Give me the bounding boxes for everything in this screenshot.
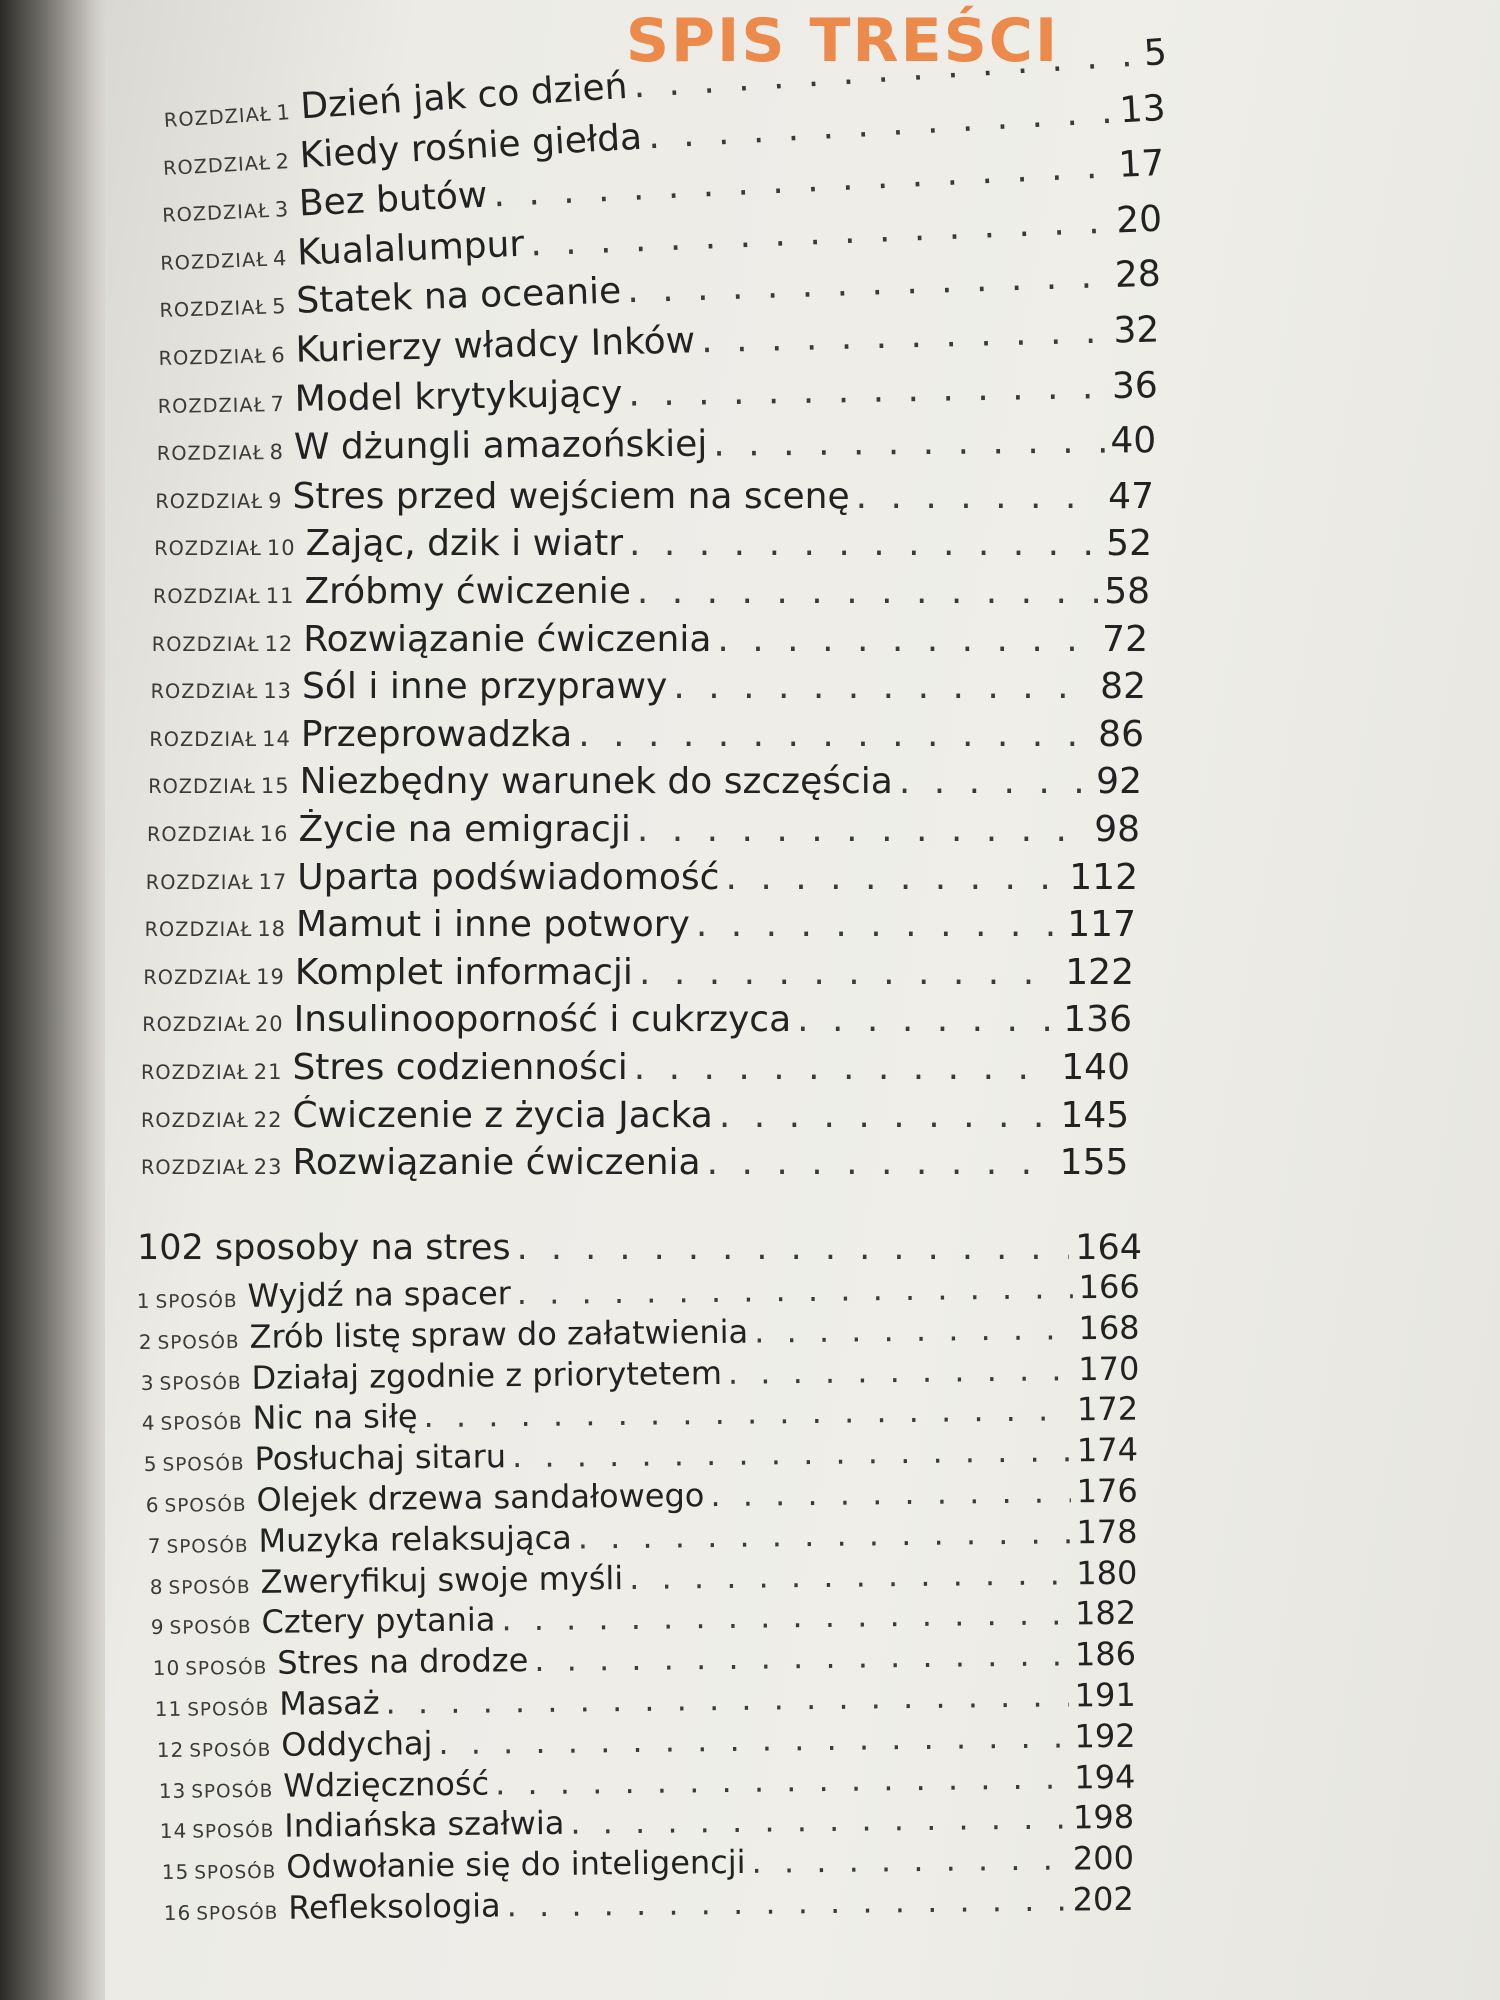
page-number: 92 [1096,761,1142,803]
toc-chapter-row [149,714,1144,755]
method-label [164,1900,279,1925]
entry-title: Ćwiczenie z życia Jacka [292,1094,713,1136]
entry-title: Kualalumpur [296,223,526,274]
chapter-label [143,965,284,989]
method-number: 2 [138,1329,153,1354]
toc-method-row [155,1676,1136,1724]
chapter-number: 17 [258,869,288,894]
dot-leader [424,1391,1072,1436]
page-number: 52 [1106,523,1152,565]
entry-title: Refleksologia [288,1886,501,1927]
toc-section-row [137,1228,1142,1268]
dot-leader [701,311,1108,362]
chapter-label [149,727,290,751]
dot-leader [629,1554,1070,1597]
page-number: 98 [1094,809,1140,850]
method-label [151,1614,252,1639]
entry-title: Sól i inne przyprawy [302,666,668,708]
page-number: 140 [1061,1047,1130,1088]
table-of-contents [105,0,1500,2000]
entry-title: Posłuchaj sitaru [254,1437,507,1479]
chapter-number: 10 [266,536,296,561]
entry-title: Działaj zgodnie z priorytetem [250,1353,722,1397]
entry-title: Rozwiązanie ćwiczenia [292,1142,701,1184]
entry-title: Niezbędny warunek do szczęścia [299,761,893,803]
dot-leader [534,1636,1069,1680]
chapter-number: 23 [253,1155,283,1180]
method-suffix: SPOSÓB [187,1698,270,1721]
chapter-number: 11 [265,584,295,608]
dot-leader [713,421,1104,465]
page-number: 182 [1075,1594,1137,1633]
page-number: 122 [1065,951,1134,993]
toc-chapter-row [148,761,1142,802]
method-suffix: SPOSÓB [194,1861,277,1884]
chapter-label [146,870,287,894]
entry-title: Stres na drodze [277,1641,529,1682]
chapter-number: 2 [274,148,291,174]
page-number: 194 [1073,1757,1136,1797]
page-number: 191 [1074,1675,1136,1715]
dot-leader [628,366,1106,414]
entry-title: Kurierzy władcy Inków [295,320,696,371]
chapter-prefix: ROZDZIAŁ [145,870,254,894]
chapter-label [159,294,287,322]
chapter-number: 20 [254,1012,284,1037]
entry-title: Olejek drzewa sandałowego [256,1476,705,1519]
dot-leader [577,1513,1070,1556]
method-label [153,1655,268,1680]
page-number: 28 [1114,253,1162,297]
page-number: 202 [1072,1879,1134,1919]
chapter-prefix: ROZDZIAŁ [141,1108,249,1132]
page-number: 192 [1074,1716,1136,1756]
dot-leader [512,1431,1071,1475]
chapter-label [147,822,288,846]
chapter-number: 1 [275,100,292,125]
dot-leader [754,1309,1073,1350]
toc-chapter-row [145,904,1136,945]
dot-leader [639,952,1059,993]
toc-method-row [162,1839,1135,1887]
chapter-prefix: ROZDZIAŁ [154,537,262,561]
page-number: 172 [1077,1389,1139,1429]
chapter-prefix: ROZDZIAŁ [141,1156,249,1180]
toc-chapter-row [141,1047,1130,1088]
method-number: 14 [160,1819,188,1844]
page-number: 198 [1073,1798,1135,1837]
dot-leader [710,1472,1071,1514]
method-number: 4 [142,1411,157,1436]
chapter-label [157,392,284,418]
chapter-label [141,1060,282,1084]
method-suffix: SPOSÓB [164,1494,247,1517]
page-number: 82 [1100,666,1146,708]
entry-title: Przeprowadzka [300,713,573,755]
toc-chapter-row [156,420,1156,469]
dot-leader [494,1758,1068,1802]
entry-title: Zrób listę spraw do załatwienia [249,1312,749,1356]
page-number: 32 [1112,309,1160,352]
entry-title: Dzień jak co dzień [299,65,629,128]
entry-title: Insulinooporność i cukrzyca [293,999,792,1041]
chapter-number: 3 [273,197,290,222]
page-number: 155 [1059,1142,1129,1184]
toc-method-row [144,1431,1139,1479]
page-number: 112 [1069,856,1138,898]
method-label [140,1370,241,1395]
method-label [157,1737,272,1762]
method-number: 11 [154,1696,183,1722]
chapter-number: 7 [270,391,285,416]
chapter-prefix: ROZDZIAŁ [160,247,269,275]
page-number: 164 [1075,1228,1142,1268]
dot-leader [637,571,1098,612]
toc-method-row [156,1717,1135,1765]
method-number: 10 [152,1655,181,1681]
chapter-label [141,1108,282,1132]
page-number: 174 [1076,1430,1139,1470]
chapter-number: 8 [269,440,284,465]
method-suffix: SPOSÓB [168,1576,251,1599]
toc-method-row [142,1390,1139,1438]
dot-leader [571,1799,1068,1842]
method-label [146,1492,247,1517]
dot-leader [752,1840,1068,1881]
dot-leader [634,1047,1056,1088]
toc-method-row [146,1472,1138,1520]
dot-leader [502,1595,1070,1639]
chapter-number: 4 [272,245,289,271]
page-number: 36 [1111,364,1158,407]
dot-leader [719,1095,1055,1136]
entry-title: W dżungli amazońskiej [293,423,708,469]
method-label [162,1859,277,1884]
chapter-prefix: ROZDZIAŁ [157,392,266,418]
toc-method-row [160,1798,1135,1846]
chapter-prefix: ROZDZIAŁ [161,199,271,228]
chapter-number: 15 [260,774,290,799]
toc-chapter-row [153,571,1150,612]
method-suffix: SPOSÓB [192,1821,275,1844]
toc-chapter-row [155,476,1154,517]
page-number: 136 [1063,999,1132,1041]
method-suffix: SPOSÓB [160,1413,244,1436]
method-suffix: SPOSÓB [155,1290,238,1313]
dot-leader [717,619,1096,660]
chapter-label [153,584,294,608]
page-number: 13 [1118,87,1167,131]
dot-leader [899,761,1090,802]
entry-title: Uparta podświadomość [297,856,720,898]
chapter-number: 16 [259,822,289,846]
method-suffix: SPOSÓB [159,1372,242,1395]
dot-leader [707,1142,1054,1183]
toc-method-row [151,1594,1137,1642]
toc-method-row [153,1635,1137,1683]
chapter-number: 21 [253,1060,283,1084]
method-label [158,1777,273,1802]
entry-title: Model krytykujący [294,373,623,420]
page-number: 58 [1104,571,1150,612]
chapter-number: 6 [271,343,286,368]
dot-leader [727,1350,1072,1392]
chapter-prefix: ROZDZIAŁ [156,441,265,466]
chapter-label [163,100,291,132]
method-number: 13 [158,1778,187,1803]
method-label [155,1696,270,1721]
method-number: 7 [147,1533,162,1558]
method-suffix: SPOSÓB [157,1331,240,1354]
entry-title: Zając, dzik i wiatr [305,523,624,565]
page-number: 166 [1078,1267,1140,1307]
method-number: 1 [136,1288,151,1314]
page-title: SPIS TREŚCI [625,6,1060,76]
chapter-prefix: ROZDZIAŁ [163,102,273,133]
toc-chapter-row [146,857,1138,898]
dot-leader [385,1676,1069,1721]
dot-leader [696,904,1061,945]
dot-leader [673,666,1094,707]
toc-chapter-row [142,999,1132,1040]
method-label [160,1818,275,1843]
method-number: 3 [140,1370,155,1395]
entry-title: Oddychaj [280,1723,433,1764]
toc-method-row [164,1880,1134,1928]
dot-leader [629,523,1100,564]
chapter-label [158,343,286,370]
chapter-label [155,489,282,513]
chapter-prefix: ROZDZIAŁ [147,823,255,846]
page-number: 200 [1072,1839,1135,1878]
toc-method-row [147,1512,1137,1560]
toc-chapter-row [143,952,1134,993]
entry-title: Rozwiązanie ćwiczenia [303,618,712,660]
chapter-prefix: ROZDZIAŁ [150,680,259,704]
chapter-label [142,1012,283,1036]
method-number: 9 [151,1615,166,1640]
page-number: 86 [1098,713,1144,755]
entry-title: Bez butów [297,174,488,225]
toc-method-row [137,1267,1140,1316]
entry-title: Stres codzienności [292,1047,628,1088]
entry-title: 102 sposoby na stres [137,1228,511,1268]
chapter-label [151,679,292,703]
method-suffix: SPOSÓB [190,1780,274,1803]
entry-title: Wyjdź na spacer [247,1274,512,1315]
chapter-prefix: ROZDZIAŁ [155,489,264,513]
book-spine-shadow [0,0,120,2000]
chapter-prefix: ROZDZIAŁ [159,296,268,323]
chapter-prefix: ROZDZIAŁ [143,965,252,989]
page-number: 180 [1075,1553,1138,1592]
chapter-label [156,440,283,465]
method-suffix: SPOSÓB [188,1739,272,1762]
dot-leader [530,201,1112,265]
dot-leader [517,1268,1073,1312]
entry-title: Zweryfikuj swoje myśli [259,1558,623,1601]
chapter-label [160,246,288,275]
chapter-number: 12 [264,631,294,656]
method-suffix: SPOSÓB [166,1535,249,1558]
method-suffix: SPOSÓB [196,1902,279,1925]
chapter-label [148,774,289,798]
page-number: 186 [1074,1634,1137,1674]
chapter-prefix: ROZDZIAŁ [151,632,260,656]
dot-leader [517,1228,1070,1268]
entry-title: Zróbmy ćwiczenie [304,571,631,612]
toc-chapter-row [152,619,1148,660]
toc-chapter-row [141,1095,1129,1136]
chapter-prefix: ROZDZIAŁ [142,1013,250,1037]
method-number: 15 [161,1859,190,1885]
dot-leader [856,476,1103,517]
entry-title: Mamut i inne potwory [296,904,690,946]
method-number: 6 [145,1492,160,1518]
dot-leader [438,1717,1068,1762]
toc-method-row [138,1308,1139,1356]
chapter-prefix: ROZDZIAŁ [162,150,272,180]
chapter-label [141,1155,282,1179]
chapter-number: 19 [256,964,285,989]
method-label [137,1288,238,1313]
method-label [139,1329,240,1354]
page-number: 176 [1076,1471,1138,1511]
entry-title: Kiedy rośnie giełda [298,116,643,177]
method-suffix: SPOSÓB [185,1657,268,1680]
chapter-prefix: ROZDZIAŁ [144,918,253,942]
page-number: 178 [1076,1512,1138,1552]
chapter-prefix: ROZDZIAŁ [141,1061,249,1084]
method-number: 5 [143,1452,158,1477]
chapter-prefix: ROZDZIAŁ [148,775,256,799]
entry-title: Komplet informacji [294,951,633,993]
method-label [148,1533,249,1558]
page-number: 17 [1117,142,1165,187]
entry-title: Życie na emigracji [298,809,631,850]
page-number: 72 [1102,618,1148,660]
book-page [105,0,1500,2000]
toc-chapter-row [154,523,1152,564]
page-number: 47 [1108,475,1154,517]
toc-chapter-row [157,365,1158,422]
toc-chapter-row [147,809,1140,850]
page-number: 170 [1077,1349,1140,1388]
entry-title: Wdzięczność [282,1764,489,1805]
toc-chapter-row [141,1142,1128,1183]
chapter-label [145,917,286,941]
chapter-number: 22 [253,1107,283,1132]
chapter-number: 18 [257,917,287,942]
chapter-number: 9 [268,488,283,513]
chapter-label [161,197,289,227]
dot-leader [578,714,1092,755]
page-number: 117 [1067,904,1136,946]
chapter-prefix: ROZDZIAŁ [153,585,261,608]
chapter-label [154,536,295,560]
method-label [149,1574,250,1599]
dot-leader [797,999,1057,1040]
entry-title: Indiańska szałwia [284,1804,565,1846]
entry-title: Muzyka relaksująca [258,1518,572,1560]
page-number: 5 [1142,31,1169,75]
dot-leader [725,857,1063,898]
chapter-number: 5 [271,294,288,319]
dot-leader [506,1881,1066,1925]
method-number: 16 [163,1900,192,1926]
chapter-number: 14 [262,726,291,751]
entry-title: Nic na siłę [252,1397,419,1438]
entry-title: Stres przed wejściem na scenę [292,475,850,517]
chapter-prefix: ROZDZIAŁ [149,727,258,751]
chapter-label [152,632,293,656]
toc-chapter-row [151,666,1146,707]
method-label [144,1451,245,1476]
method-suffix: SPOSÓB [169,1617,253,1640]
page-number: 40 [1109,420,1156,462]
entry-title: Masaż [279,1683,380,1723]
entry-title: Odwołanie się do inteligencji [286,1843,746,1886]
page-number: 145 [1060,1094,1130,1136]
method-suffix: SPOSÓB [162,1454,245,1476]
dot-leader [637,809,1088,850]
method-number: 8 [149,1574,164,1599]
dot-leader [627,256,1110,312]
chapter-label [162,149,290,180]
page-number: 168 [1078,1308,1140,1347]
entry-title: Statek na oceanie [295,270,622,323]
entry-title: Cztery pytania [261,1600,496,1642]
method-label [142,1410,243,1435]
method-number: 12 [156,1737,185,1762]
chapter-number: 13 [263,679,293,704]
chapter-prefix: ROZDZIAŁ [158,344,267,371]
page-number: 20 [1115,198,1164,242]
